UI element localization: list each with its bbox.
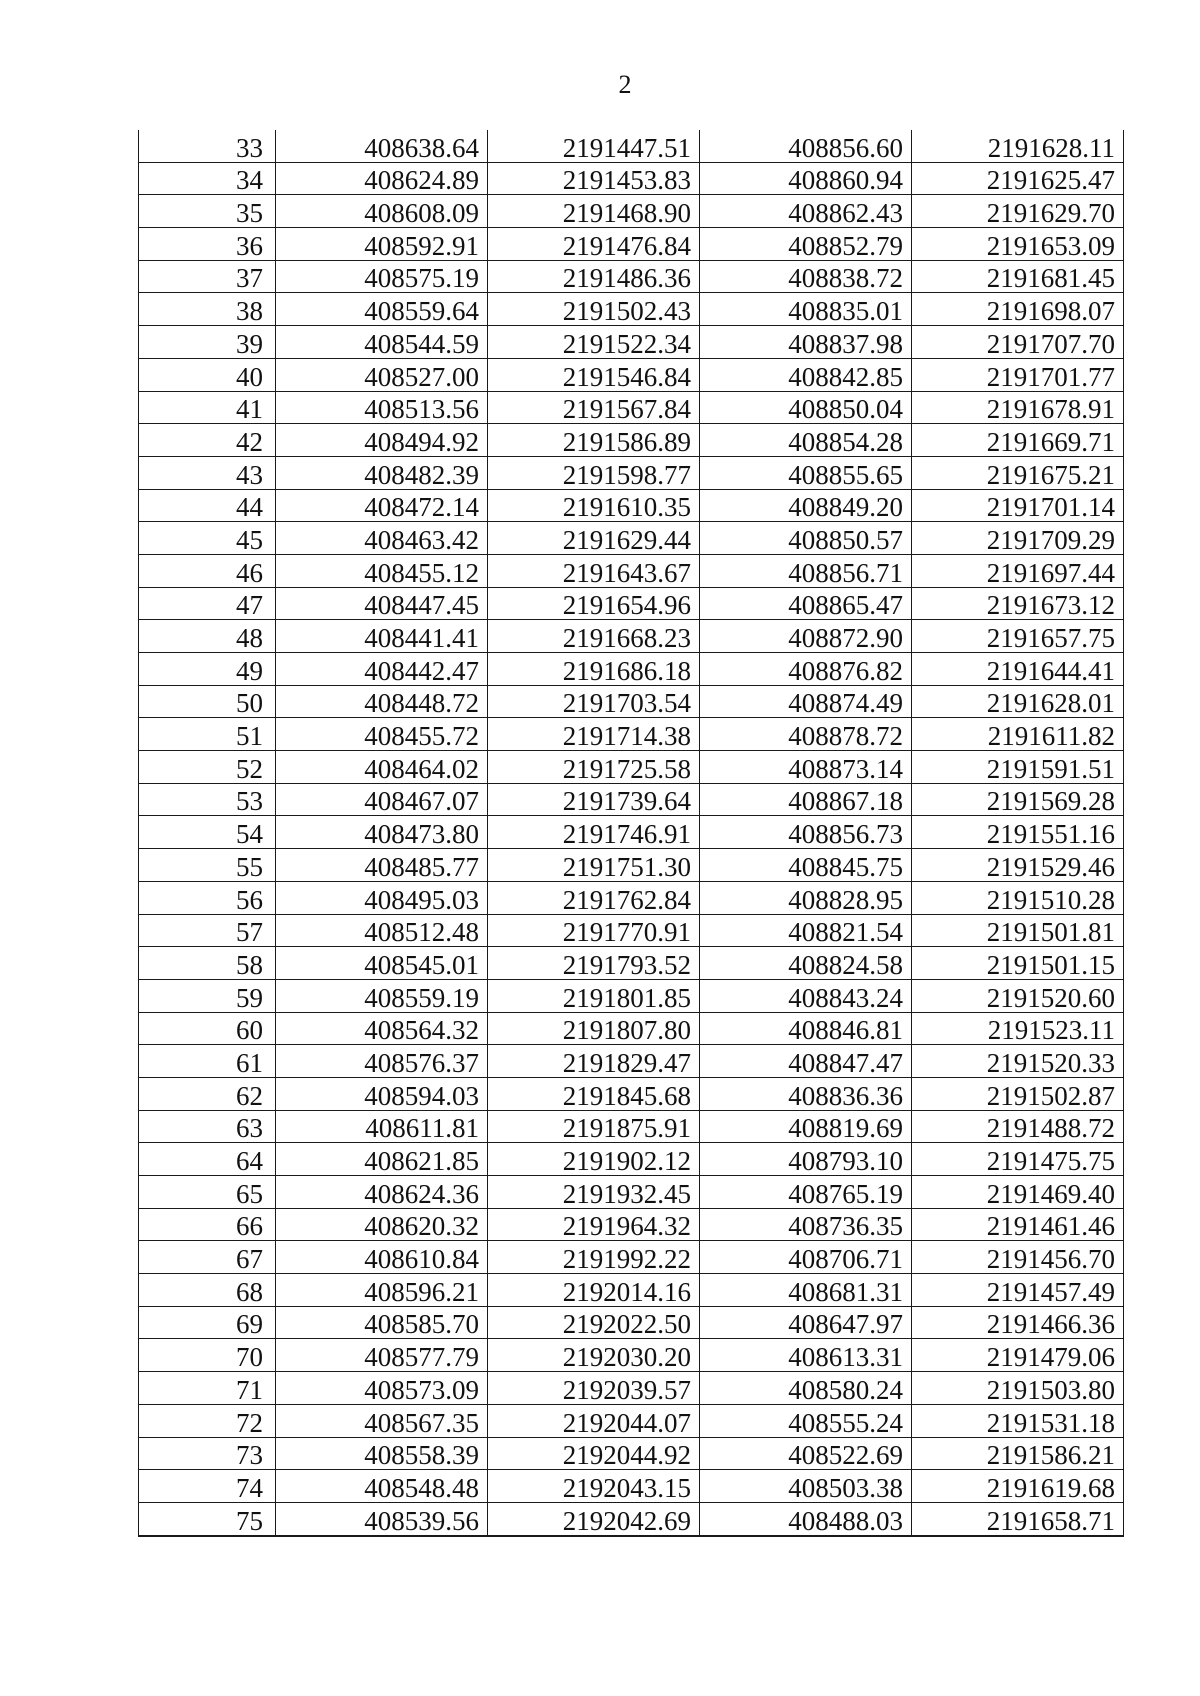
x1-cell: 408485.77 <box>276 849 488 882</box>
x1-cell: 408624.36 <box>276 1176 488 1209</box>
y2-cell: 2191466.36 <box>912 1306 1124 1339</box>
x2-cell: 408845.75 <box>700 849 912 882</box>
point-number-cell: 74 <box>139 1470 276 1503</box>
x2-cell: 408852.79 <box>700 228 912 261</box>
point-number-cell: 53 <box>139 783 276 816</box>
x2-cell: 408821.54 <box>700 914 912 947</box>
point-number-cell: 46 <box>139 554 276 587</box>
y2-cell: 2191501.81 <box>912 914 1124 947</box>
x2-cell: 408522.69 <box>700 1437 912 1470</box>
x1-cell: 408544.59 <box>276 326 488 359</box>
y2-cell: 2191586.21 <box>912 1437 1124 1470</box>
point-number-cell: 35 <box>139 195 276 228</box>
point-number-cell: 49 <box>139 653 276 686</box>
y2-cell: 2191501.15 <box>912 947 1124 980</box>
y1-cell: 2191964.32 <box>488 1208 700 1241</box>
point-number-cell: 75 <box>139 1502 276 1535</box>
y1-cell: 2191654.96 <box>488 587 700 620</box>
point-number-cell: 48 <box>139 620 276 653</box>
y1-cell: 2191801.85 <box>488 979 700 1012</box>
x2-cell: 408846.81 <box>700 1012 912 1045</box>
y2-cell: 2191469.40 <box>912 1176 1124 1209</box>
table-row <box>139 1077 1124 1110</box>
x1-cell: 408448.72 <box>276 685 488 718</box>
x1-cell: 408545.01 <box>276 947 488 980</box>
y2-cell: 2191523.11 <box>912 1012 1124 1045</box>
x2-cell: 408647.97 <box>700 1306 912 1339</box>
y1-cell: 2191522.34 <box>488 326 700 359</box>
y2-cell: 2191657.75 <box>912 620 1124 653</box>
table-row <box>139 1176 1124 1209</box>
table-row <box>139 1110 1124 1143</box>
x2-cell: 408681.31 <box>700 1274 912 1307</box>
y2-cell: 2191628.11 <box>912 130 1124 162</box>
y1-cell: 2192022.50 <box>488 1306 700 1339</box>
table-row <box>139 1437 1124 1470</box>
x1-cell: 408610.84 <box>276 1241 488 1274</box>
x1-cell: 408573.09 <box>276 1372 488 1405</box>
x2-cell: 408828.95 <box>700 881 912 914</box>
x1-cell: 408624.89 <box>276 162 488 195</box>
y2-cell: 2191520.60 <box>912 979 1124 1012</box>
x2-cell: 408613.31 <box>700 1339 912 1372</box>
y1-cell: 2191686.18 <box>488 653 700 686</box>
x1-cell: 408482.39 <box>276 456 488 489</box>
x2-cell: 408872.90 <box>700 620 912 653</box>
y1-cell: 2191546.84 <box>488 358 700 391</box>
table-row <box>139 162 1124 195</box>
x1-cell: 408464.02 <box>276 751 488 784</box>
coordinate-table-body <box>139 130 1124 1536</box>
table-row <box>139 816 1124 849</box>
y1-cell: 2191875.91 <box>488 1110 700 1143</box>
table-row <box>139 130 1124 162</box>
y1-cell: 2191502.43 <box>488 293 700 326</box>
point-number-cell: 41 <box>139 391 276 424</box>
y1-cell: 2191739.64 <box>488 783 700 816</box>
x1-cell: 408592.91 <box>276 228 488 261</box>
point-number-cell: 44 <box>139 489 276 522</box>
y1-cell: 2191586.89 <box>488 424 700 457</box>
x2-cell: 408793.10 <box>700 1143 912 1176</box>
x2-cell: 408847.47 <box>700 1045 912 1078</box>
y2-cell: 2191529.46 <box>912 849 1124 882</box>
point-number-cell: 57 <box>139 914 276 947</box>
point-number-cell: 43 <box>139 456 276 489</box>
x2-cell: 408856.71 <box>700 554 912 587</box>
x1-cell: 408559.19 <box>276 979 488 1012</box>
x1-cell: 408564.32 <box>276 1012 488 1045</box>
x2-cell: 408874.49 <box>700 685 912 718</box>
x2-cell: 408838.72 <box>700 260 912 293</box>
y2-cell: 2191658.71 <box>912 1502 1124 1535</box>
y2-cell: 2191551.16 <box>912 816 1124 849</box>
point-number-cell: 45 <box>139 522 276 555</box>
y1-cell: 2191643.67 <box>488 554 700 587</box>
table-row <box>139 1274 1124 1307</box>
y2-cell: 2191701.77 <box>912 358 1124 391</box>
x2-cell: 408819.69 <box>700 1110 912 1143</box>
point-number-cell: 55 <box>139 849 276 882</box>
x1-cell: 408577.79 <box>276 1339 488 1372</box>
point-number-cell: 70 <box>139 1339 276 1372</box>
x1-cell: 408455.72 <box>276 718 488 751</box>
point-number-cell: 52 <box>139 751 276 784</box>
y2-cell: 2191457.49 <box>912 1274 1124 1307</box>
y2-cell: 2191701.14 <box>912 489 1124 522</box>
y2-cell: 2191520.33 <box>912 1045 1124 1078</box>
y2-cell: 2191675.21 <box>912 456 1124 489</box>
table-row <box>139 1208 1124 1241</box>
y1-cell: 2191845.68 <box>488 1077 700 1110</box>
table-row <box>139 1012 1124 1045</box>
x2-cell: 408842.85 <box>700 358 912 391</box>
y2-cell: 2191625.47 <box>912 162 1124 195</box>
x2-cell: 408855.65 <box>700 456 912 489</box>
x2-cell: 408862.43 <box>700 195 912 228</box>
y1-cell: 2191668.23 <box>488 620 700 653</box>
point-number-cell: 69 <box>139 1306 276 1339</box>
table-row <box>139 260 1124 293</box>
x1-cell: 408638.64 <box>276 130 488 162</box>
x2-cell: 408736.35 <box>700 1208 912 1241</box>
x2-cell: 408849.20 <box>700 489 912 522</box>
x1-cell: 408495.03 <box>276 881 488 914</box>
table-row <box>139 947 1124 980</box>
y1-cell: 2191751.30 <box>488 849 700 882</box>
y1-cell: 2191992.22 <box>488 1241 700 1274</box>
x2-cell: 408706.71 <box>700 1241 912 1274</box>
y2-cell: 2191569.28 <box>912 783 1124 816</box>
table-row <box>139 685 1124 718</box>
x2-cell: 408865.47 <box>700 587 912 620</box>
table-row <box>139 424 1124 457</box>
y2-cell: 2191502.87 <box>912 1077 1124 1110</box>
point-number-cell: 33 <box>139 130 276 162</box>
x1-cell: 408447.45 <box>276 587 488 620</box>
table-row <box>139 489 1124 522</box>
y1-cell: 2191598.77 <box>488 456 700 489</box>
table-row <box>139 979 1124 1012</box>
x2-cell: 408843.24 <box>700 979 912 1012</box>
y2-cell: 2191678.91 <box>912 391 1124 424</box>
y1-cell: 2191746.91 <box>488 816 700 849</box>
y1-cell: 2191714.38 <box>488 718 700 751</box>
table-row <box>139 1372 1124 1405</box>
table-row <box>139 849 1124 882</box>
y1-cell: 2191629.44 <box>488 522 700 555</box>
y2-cell: 2191461.46 <box>912 1208 1124 1241</box>
table-row <box>139 391 1124 424</box>
x1-cell: 408472.14 <box>276 489 488 522</box>
y1-cell: 2191447.51 <box>488 130 700 162</box>
table-row <box>139 195 1124 228</box>
table-row <box>139 1241 1124 1274</box>
x1-cell: 408596.21 <box>276 1274 488 1307</box>
x1-cell: 408473.80 <box>276 816 488 849</box>
table-row <box>139 620 1124 653</box>
point-number-cell: 36 <box>139 228 276 261</box>
point-number-cell: 40 <box>139 358 276 391</box>
point-number-cell: 54 <box>139 816 276 849</box>
x2-cell: 408850.57 <box>700 522 912 555</box>
x1-cell: 408558.39 <box>276 1437 488 1470</box>
x1-cell: 408463.42 <box>276 522 488 555</box>
point-number-cell: 59 <box>139 979 276 1012</box>
x2-cell: 408873.14 <box>700 751 912 784</box>
table-row <box>139 1404 1124 1437</box>
x1-cell: 408620.32 <box>276 1208 488 1241</box>
x1-cell: 408467.07 <box>276 783 488 816</box>
y2-cell: 2191503.80 <box>912 1372 1124 1405</box>
coordinate-table <box>138 130 1124 1537</box>
x2-cell: 408860.94 <box>700 162 912 195</box>
point-number-cell: 60 <box>139 1012 276 1045</box>
y2-cell: 2191644.41 <box>912 653 1124 686</box>
x1-cell: 408575.19 <box>276 260 488 293</box>
x1-cell: 408594.03 <box>276 1077 488 1110</box>
y1-cell: 2191793.52 <box>488 947 700 980</box>
point-number-cell: 64 <box>139 1143 276 1176</box>
y2-cell: 2191611.82 <box>912 718 1124 751</box>
y1-cell: 2192039.57 <box>488 1372 700 1405</box>
y1-cell: 2192044.07 <box>488 1404 700 1437</box>
x2-cell: 408824.58 <box>700 947 912 980</box>
table-row <box>139 358 1124 391</box>
x1-cell: 408611.81 <box>276 1110 488 1143</box>
y2-cell: 2191707.70 <box>912 326 1124 359</box>
table-row <box>139 1045 1124 1078</box>
y2-cell: 2191629.70 <box>912 195 1124 228</box>
table-row <box>139 653 1124 686</box>
x1-cell: 408585.70 <box>276 1306 488 1339</box>
y1-cell: 2192042.69 <box>488 1502 700 1535</box>
table-row <box>139 718 1124 751</box>
table-row <box>139 1502 1124 1535</box>
y2-cell: 2191488.72 <box>912 1110 1124 1143</box>
x1-cell: 408559.64 <box>276 293 488 326</box>
x2-cell: 408876.82 <box>700 653 912 686</box>
x1-cell: 408608.09 <box>276 195 488 228</box>
table-row <box>139 914 1124 947</box>
x2-cell: 408503.38 <box>700 1470 912 1503</box>
x2-cell: 408835.01 <box>700 293 912 326</box>
x2-cell: 408854.28 <box>700 424 912 457</box>
y1-cell: 2191770.91 <box>488 914 700 947</box>
x2-cell: 408488.03 <box>700 1502 912 1535</box>
y2-cell: 2191591.51 <box>912 751 1124 784</box>
point-number-cell: 38 <box>139 293 276 326</box>
x1-cell: 408576.37 <box>276 1045 488 1078</box>
point-number-cell: 50 <box>139 685 276 718</box>
table-row <box>139 228 1124 261</box>
y1-cell: 2191453.83 <box>488 162 700 195</box>
x1-cell: 408441.41 <box>276 620 488 653</box>
y1-cell: 2192043.15 <box>488 1470 700 1503</box>
table-row <box>139 1143 1124 1176</box>
y2-cell: 2191709.29 <box>912 522 1124 555</box>
y1-cell: 2191807.80 <box>488 1012 700 1045</box>
point-number-cell: 62 <box>139 1077 276 1110</box>
x1-cell: 408621.85 <box>276 1143 488 1176</box>
table-row <box>139 881 1124 914</box>
table-row <box>139 587 1124 620</box>
y2-cell: 2191456.70 <box>912 1241 1124 1274</box>
point-number-cell: 56 <box>139 881 276 914</box>
point-number-cell: 65 <box>139 1176 276 1209</box>
y2-cell: 2191681.45 <box>912 260 1124 293</box>
y2-cell: 2191479.06 <box>912 1339 1124 1372</box>
y2-cell: 2191510.28 <box>912 881 1124 914</box>
y2-cell: 2191697.44 <box>912 554 1124 587</box>
point-number-cell: 72 <box>139 1404 276 1437</box>
y1-cell: 2191762.84 <box>488 881 700 914</box>
point-number-cell: 39 <box>139 326 276 359</box>
x2-cell: 408837.98 <box>700 326 912 359</box>
x1-cell: 408455.12 <box>276 554 488 587</box>
table-row <box>139 1339 1124 1372</box>
x1-cell: 408567.35 <box>276 1404 488 1437</box>
y1-cell: 2191932.45 <box>488 1176 700 1209</box>
x2-cell: 408867.18 <box>700 783 912 816</box>
x2-cell: 408856.73 <box>700 816 912 849</box>
y1-cell: 2191476.84 <box>488 228 700 261</box>
y1-cell: 2191468.90 <box>488 195 700 228</box>
y1-cell: 2192044.92 <box>488 1437 700 1470</box>
y1-cell: 2191610.35 <box>488 489 700 522</box>
point-number-cell: 67 <box>139 1241 276 1274</box>
x1-cell: 408513.56 <box>276 391 488 424</box>
y2-cell: 2191698.07 <box>912 293 1124 326</box>
table-row <box>139 751 1124 784</box>
point-number-cell: 66 <box>139 1208 276 1241</box>
y1-cell: 2191902.12 <box>488 1143 700 1176</box>
x1-cell: 408527.00 <box>276 358 488 391</box>
x1-cell: 408442.47 <box>276 653 488 686</box>
point-number-cell: 73 <box>139 1437 276 1470</box>
point-number-cell: 61 <box>139 1045 276 1078</box>
point-number-cell: 51 <box>139 718 276 751</box>
point-number-cell: 42 <box>139 424 276 457</box>
point-number-cell: 47 <box>139 587 276 620</box>
x2-cell: 408856.60 <box>700 130 912 162</box>
point-number-cell: 63 <box>139 1110 276 1143</box>
y1-cell: 2191725.58 <box>488 751 700 784</box>
x2-cell: 408555.24 <box>700 1404 912 1437</box>
x1-cell: 408494.92 <box>276 424 488 457</box>
table-row <box>139 326 1124 359</box>
x1-cell: 408512.48 <box>276 914 488 947</box>
x2-cell: 408580.24 <box>700 1372 912 1405</box>
x2-cell: 408850.04 <box>700 391 912 424</box>
y1-cell: 2192014.16 <box>488 1274 700 1307</box>
point-number-cell: 71 <box>139 1372 276 1405</box>
y1-cell: 2191486.36 <box>488 260 700 293</box>
table-row <box>139 783 1124 816</box>
y2-cell: 2191619.68 <box>912 1470 1124 1503</box>
x2-cell: 408836.36 <box>700 1077 912 1110</box>
table-row <box>139 293 1124 326</box>
point-number-cell: 37 <box>139 260 276 293</box>
point-number-cell: 34 <box>139 162 276 195</box>
page-number: 2 <box>618 70 632 99</box>
y2-cell: 2191475.75 <box>912 1143 1124 1176</box>
y2-cell: 2191669.71 <box>912 424 1124 457</box>
y1-cell: 2192030.20 <box>488 1339 700 1372</box>
y2-cell: 2191628.01 <box>912 685 1124 718</box>
table-row <box>139 554 1124 587</box>
x1-cell: 408539.56 <box>276 1502 488 1535</box>
table-row <box>139 1470 1124 1503</box>
point-number-cell: 58 <box>139 947 276 980</box>
table-row <box>139 522 1124 555</box>
point-number-cell: 68 <box>139 1274 276 1307</box>
y2-cell: 2191531.18 <box>912 1404 1124 1437</box>
x2-cell: 408765.19 <box>700 1176 912 1209</box>
y2-cell: 2191653.09 <box>912 228 1124 261</box>
x1-cell: 408548.48 <box>276 1470 488 1503</box>
y2-cell: 2191673.12 <box>912 587 1124 620</box>
y1-cell: 2191703.54 <box>488 685 700 718</box>
table-row <box>139 1306 1124 1339</box>
x2-cell: 408878.72 <box>700 718 912 751</box>
table-row <box>139 456 1124 489</box>
y1-cell: 2191567.84 <box>488 391 700 424</box>
y1-cell: 2191829.47 <box>488 1045 700 1078</box>
